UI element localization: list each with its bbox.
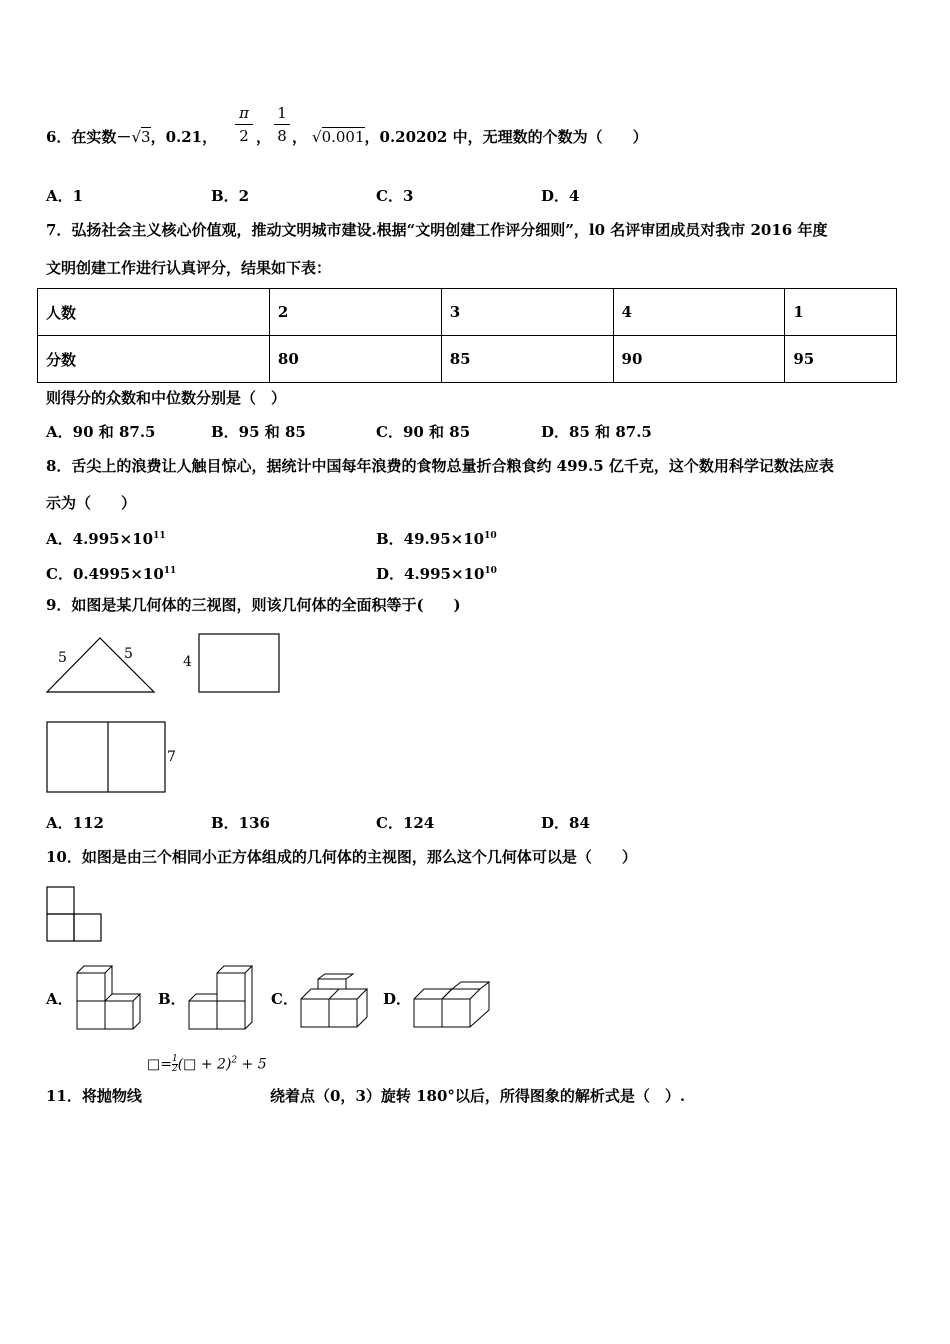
- q6-suffix: ，0.20202 中，无理数的个数为（ ）: [364, 128, 648, 146]
- label-length: 7: [167, 749, 176, 765]
- q11-suffix: 绕着点（0，3）旋转 180°以后，所得图象的解析式是（ ）.: [270, 1087, 686, 1105]
- table-cell: 分数: [38, 336, 270, 383]
- table-cell: 80: [269, 336, 441, 383]
- pi-over-2: π 2: [235, 104, 253, 145]
- label-height: 4: [183, 654, 192, 670]
- table-cell: 3: [441, 289, 613, 336]
- table-cell: 2: [269, 289, 441, 336]
- q6-mid: ，0.21，: [150, 128, 218, 146]
- q10-option-b-label[interactable]: B．: [158, 990, 186, 1008]
- q10-option-c-figure[interactable]: [298, 972, 370, 1032]
- q8-option-b[interactable]: B．$49.95\times 10^{10}$: [376, 530, 497, 548]
- q7-option-c[interactable]: C．90 和 85: [376, 423, 471, 441]
- three-view-figure: [40, 630, 290, 800]
- q9-option-c[interactable]: C．124: [376, 814, 435, 832]
- q9-option-a[interactable]: A．112: [46, 814, 104, 832]
- q10-option-d-figure[interactable]: [411, 980, 491, 1032]
- q7-line2: 文明创建工作进行认真评分，结果如下表：: [46, 259, 332, 277]
- q9-option-b[interactable]: B．136: [211, 814, 270, 832]
- top-view-rectangle: [47, 722, 165, 792]
- q7-option-d[interactable]: D．85 和 87.5: [541, 423, 652, 441]
- q11-prefix: 11．将抛物线: [46, 1087, 142, 1105]
- table-cell: 人数: [38, 289, 270, 336]
- table-cell: 85: [441, 336, 613, 383]
- q6-line: [46, 127, 217, 147]
- table-cell: 95: [785, 336, 897, 383]
- q7-line1: 7．弘扬社会主义核心价值观，推动文明城市建设.根据“文明创建工作评分细则”，l0 名评审团成员对我市 2016 年度: [46, 221, 828, 239]
- table-cell: 90: [613, 336, 785, 383]
- q10-option-b-figure[interactable]: [186, 960, 256, 1032]
- score-table: [37, 288, 897, 383]
- q8-line2: 示为（ ）: [46, 494, 137, 512]
- table-row: [38, 289, 897, 336]
- sqrt0001: √0.001: [312, 128, 365, 146]
- q7-option-b[interactable]: B．95 和 85: [211, 423, 306, 441]
- q8-option-d[interactable]: D．$4.995\times 10^{10}$: [376, 565, 497, 583]
- q10-option-a-label[interactable]: A．: [46, 990, 73, 1008]
- q6-prefix: 6．在实数－: [46, 128, 132, 146]
- q10-option-a-figure[interactable]: [74, 960, 144, 1032]
- one-over-8: 1 8: [274, 104, 290, 145]
- q9-option-d[interactable]: D．84: [541, 814, 590, 832]
- q10-option-d-label[interactable]: D．: [383, 990, 412, 1008]
- q6-option-b[interactable]: B．2: [211, 187, 250, 205]
- side-view-rectangle: [199, 634, 279, 692]
- q6-tail: [312, 127, 648, 147]
- q10-option-c-label[interactable]: C．: [271, 990, 298, 1008]
- parabola-formula: □= $\frac{1}{2}$ (□ + 2)$^2$ + 5: [147, 1054, 267, 1074]
- label-side-left: 5: [58, 650, 67, 666]
- q7-question: 则得分的众数和中位数分别是（ ）: [46, 389, 287, 407]
- q8-option-c[interactable]: C．$0.4995\times 10^{11}$: [46, 565, 177, 583]
- q9-text: 9．如图是某几何体的三视图，则该几何体的全面积等于( ): [46, 596, 461, 614]
- table-cell: 1: [785, 289, 897, 336]
- q8-option-a[interactable]: A．$4.995\times 10^{11}$: [46, 530, 166, 548]
- q6-option-c[interactable]: C．3: [376, 187, 414, 205]
- q6-option-d[interactable]: D．4: [541, 187, 580, 205]
- sqrt3: √3: [131, 128, 151, 146]
- table-row: [38, 336, 897, 383]
- label-side-right: 5: [124, 646, 133, 662]
- main-view-figure: [44, 884, 106, 946]
- q8-line1: 8．舌尖上的浪费让人触目惊心，据统计中国每年浪费的食物总量折合粮食约 499.5 亿千克，这个数用科学记数法应表: [46, 457, 834, 475]
- table-cell: 4: [613, 289, 785, 336]
- q6-option-a[interactable]: A．1: [46, 187, 84, 205]
- q7-option-a[interactable]: A．90 和 87.5: [46, 423, 156, 441]
- q10-text: 10．如图是由三个相同小正方体组成的几何体的主视图，那么这个几何体可以是（ ）: [46, 848, 637, 866]
